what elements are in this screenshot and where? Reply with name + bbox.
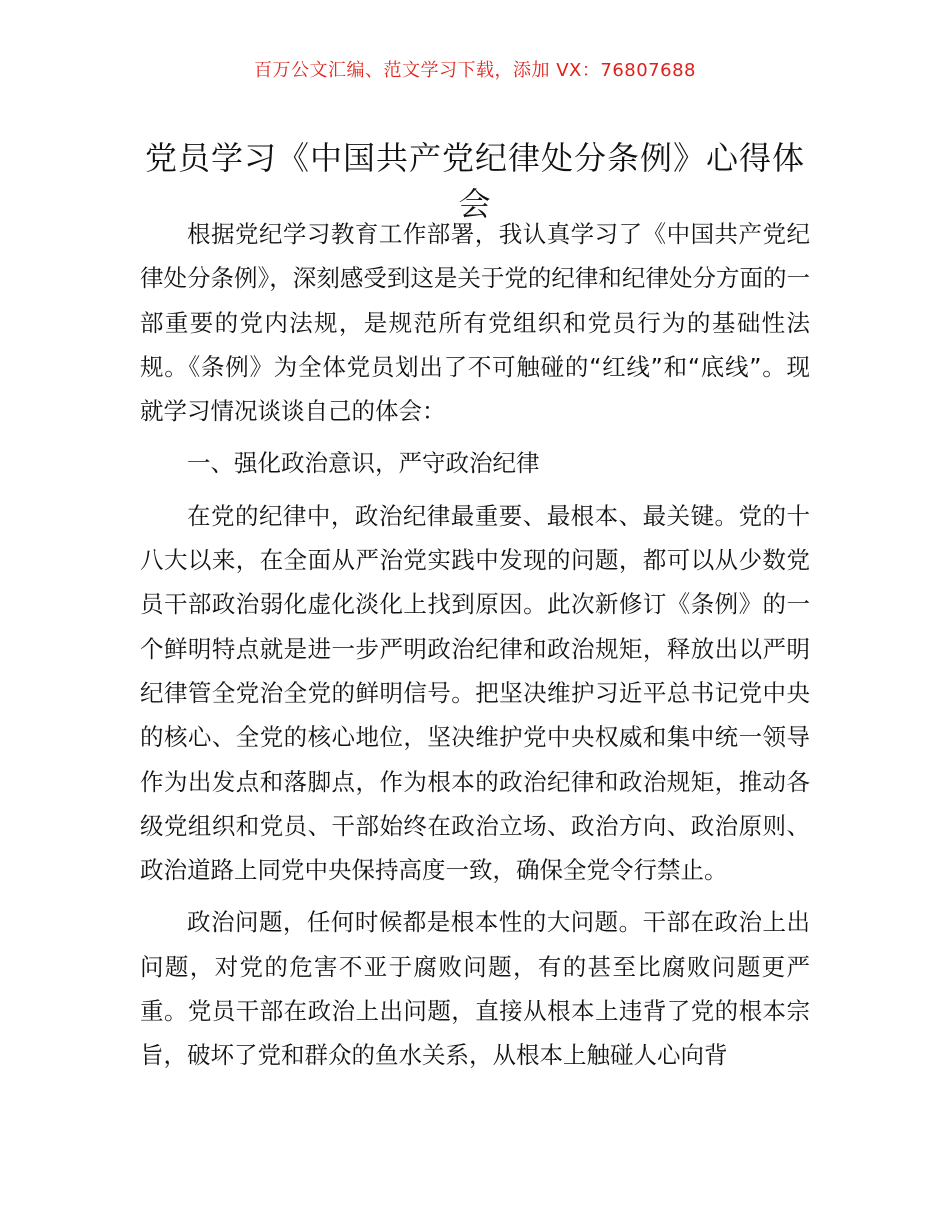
- section-heading-1: 一、强化政治意识，严守政治纪律: [187, 449, 540, 478]
- document-body: [140, 212, 810, 1078]
- header-note: 百万公文汇编、范文学习下载，添加 VX：76807688: [254, 60, 696, 81]
- paragraph-intro: 根据党纪学习教育工作部署，我认真学习了《中国共产党纪律处分条例》，深刻感受到这是关于党的纪律和纪律处分方面的一部重要的党内法规，是规范所有党组织和党员行为的基础性法规。《条例》为全体党员划出了不可触碰的“红线”和“底线”。现就学习情况谈谈自己的体会：: [140, 220, 810, 426]
- paragraph-political-issues: 政治问题，任何时候都是根本性的大问题。干部在政治上出问题，对党的危害不亚于腐败问题，有的甚至比腐败问题更严重。党员干部在政治上出问题，直接从根本上违背了党的根本宗旨，破坏了党和群众的鱼水关系，从根本上触碰人心向背: [140, 908, 810, 1070]
- paragraph-political-discipline: 在党的纪律中，政治纪律最重要、最根本、最关键。党的十八大以来，在全面从严治党实践中发现的问题，都可以从少数党员干部政治弱化虚化淡化上找到原因。此次新修订《条例》的一个鲜明特点就是进一步严明政治纪律和政治规矩，释放出以严明纪律管全党治全党的鲜明信号。把坚决维护习近平总书记党中央的核心、全党的核心地位，坚决维护党中央权威和集中统一领导作为出发点和落脚点，作为根本的政治纪律和政治规矩，推动各级党组织和党员、干部始终在政治立场、政治方向、政治原则、政治道路上同党中央保持高度一致，确保全党令行禁止。: [140, 501, 810, 885]
- document-title: 党员学习《中国共产党纪律处分条例》心得体会: [144, 139, 805, 224]
